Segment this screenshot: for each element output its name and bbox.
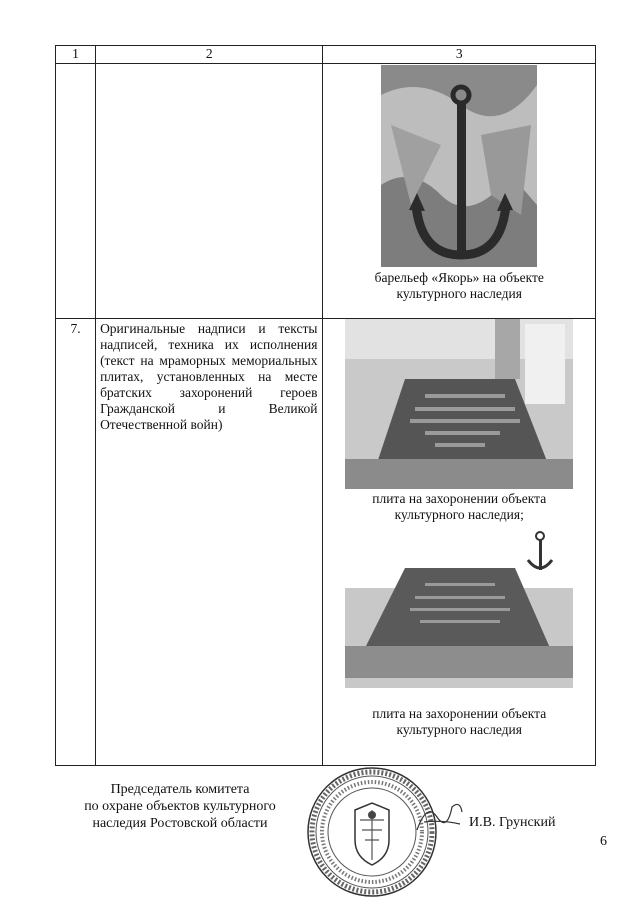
row-number: 7. bbox=[56, 319, 96, 766]
photo-caption: плита на захоронении объекта культурного наследия bbox=[372, 706, 547, 737]
photo-cell bbox=[323, 319, 596, 766]
anchor-relief-photo bbox=[381, 65, 537, 267]
position-line: Председатель комитета bbox=[110, 782, 250, 797]
table-row bbox=[56, 64, 596, 319]
handwritten-signature bbox=[412, 792, 467, 837]
photo-caption: плита на захоронении объекта культурного наследия; bbox=[372, 491, 547, 522]
position-line: наследия Ростовской области bbox=[92, 816, 268, 831]
photo-cell bbox=[323, 64, 596, 319]
heritage-table bbox=[55, 45, 596, 766]
column-header: 3 bbox=[323, 46, 596, 64]
signer-name: И.В. Грунский bbox=[469, 815, 556, 830]
table-header-row bbox=[56, 46, 596, 64]
row-number bbox=[56, 64, 96, 319]
row-description: Оригинальные надписи и тексты надписей, техника их исполнения (текст на мраморных мемориальных плитах, установленных на месте братских захоронений героев Гражданской и Великой Отечественной войн) bbox=[96, 319, 323, 766]
photo-caption: барельеф «Якорь» на объекте культурного наследия bbox=[374, 270, 544, 301]
row-description bbox=[96, 64, 323, 319]
memorial-slab-anchor-photo bbox=[345, 528, 573, 696]
column-header: 2 bbox=[96, 46, 323, 64]
signer-position bbox=[60, 781, 300, 832]
memorial-slab-photo bbox=[345, 319, 573, 489]
page-number: 6 bbox=[600, 834, 607, 849]
column-header: 1 bbox=[56, 46, 96, 64]
table-row bbox=[56, 319, 596, 766]
position-line: по охране объектов культурного bbox=[84, 799, 276, 814]
